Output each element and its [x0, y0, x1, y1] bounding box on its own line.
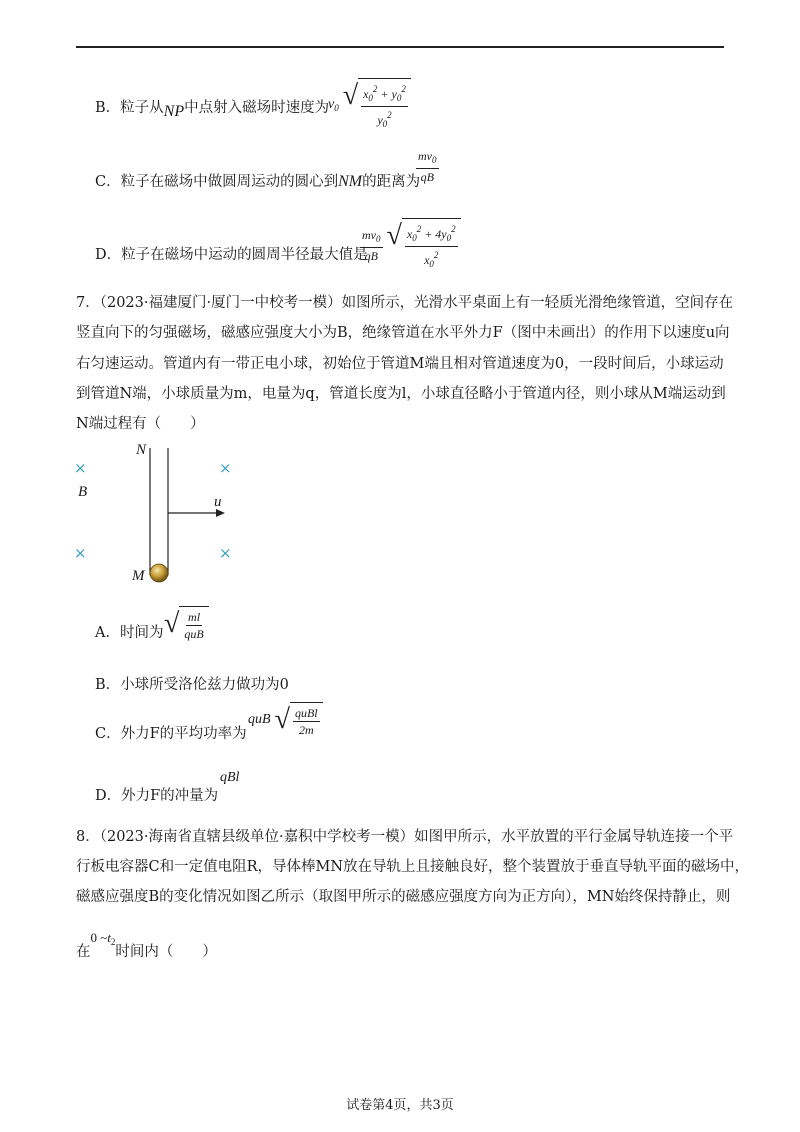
- q8-stem-line-4: [76, 930, 217, 966]
- q7-option-c[interactable]: [95, 724, 247, 744]
- q7-stem-line-2: 竖直向下的匀强磁场，磁感应强度大小为B，绝缘管道在水平外力F（图中未画出）的作用下以速度u向: [76, 325, 730, 341]
- page-footer: 试卷第4页，共3页: [346, 1098, 454, 1113]
- q8-time-range: 0 $\sim t_2$: [90, 930, 116, 947]
- q7-figure-svg: [70, 440, 270, 600]
- label-b: B: [78, 484, 88, 500]
- q6-option-b[interactable]: [95, 98, 329, 118]
- q6-option-b-formula: $v_0$ √ $\frac{x_0^2 + y_0^2}{y_0^2}$: [328, 78, 411, 132]
- q8-stem-line-3: 磁感应强度B的变化情况如图乙所示（取图甲所示的磁感应强度方向为正方向），MN始终保持静止，则: [76, 889, 731, 905]
- q6-np-symbol: NP: [163, 103, 185, 120]
- q6-option-b-suffix: 中点射入磁场时速度为: [184, 100, 330, 116]
- q6-option-c-suffix: 的距离为: [362, 174, 421, 190]
- q7-option-c-label: C．外力F的平均功率为: [95, 726, 247, 742]
- q8-stem-line-1: 8．（2023·海南省直辖县级单位·嘉积中学校考一模）如图甲所示，水平放置的平行金属导轨连接一个平: [76, 829, 734, 845]
- q7-option-d-formula: qBl: [220, 770, 240, 785]
- q6-option-d-prefix: D．粒子在磁场中运动的圆周半径最大值是: [95, 247, 368, 263]
- q8-stem-line-4-post: 时间内（ ）: [115, 944, 217, 960]
- field-cross-mark: ×: [219, 544, 232, 562]
- q8-stem-line-4-pre: 在: [76, 944, 91, 960]
- q7-stem-line-4: 到管道N端，小球质量为m，电量为q，管道长度为l，小球直径略小于管道内径，则小球从M端运动到: [76, 386, 726, 402]
- q7-option-d-label: D．外力F的冲量为: [95, 788, 219, 804]
- q7-stem-line-1: 7．（2023·福建厦门·厦门一中校考一模）如图所示，光滑水平桌面上有一轻质光滑绝缘管道，空间存在: [76, 295, 734, 311]
- q8-stem-line-2: 行板电容器C和一定值电阻R，导体棒MN放在导轨上且接触良好，整个装置放于垂直导轨平面的磁场中，: [76, 859, 750, 875]
- q6-option-c-formula: $\frac{mv_0}{qB}$: [418, 149, 437, 184]
- label-n: N: [136, 442, 147, 458]
- q7-option-a[interactable]: [95, 623, 163, 643]
- q6-nm-symbol: NM: [338, 173, 363, 190]
- label-u: u: [214, 494, 222, 510]
- q7-stem-line-3: 右匀速运动。管道内有一带正电小球，初始位于管道M端且相对管道速度为0，一段时间后，小球运动: [76, 356, 724, 372]
- field-cross-mark: ×: [74, 544, 87, 562]
- q6-option-d[interactable]: [95, 245, 368, 265]
- q6-option-c[interactable]: [95, 172, 420, 192]
- header-rule: [76, 46, 724, 48]
- q7-option-b[interactable]: B．小球所受洛伦兹力做功为0: [95, 677, 289, 693]
- q6-option-c-prefix: C．粒子在磁场中做圆周运动的圆心到: [95, 174, 339, 190]
- q7-option-a-formula: √ $\frac{ml}{\text{quB}}$: [164, 606, 209, 642]
- q6-option-b-prefix: B．粒子从: [95, 100, 164, 116]
- charged-ball: [150, 564, 168, 582]
- q6-option-d-formula: $\frac{mv_0}{qB}$ √ $\frac{x_0^2 + 4y_0^2}{x_0^2}$: [360, 218, 461, 272]
- label-m: M: [132, 568, 145, 584]
- q7-stem-line-5: N端过程有（ ）: [76, 416, 205, 432]
- q7-option-c-formula: quB √ $\frac{\text{quBl}}{2m}$: [248, 702, 323, 738]
- q7-option-a-label: A．时间为: [95, 625, 164, 641]
- field-cross-mark: ×: [74, 459, 87, 477]
- q7-figure: [70, 440, 270, 600]
- q7-option-d[interactable]: [95, 786, 218, 806]
- field-cross-mark: ×: [219, 459, 232, 477]
